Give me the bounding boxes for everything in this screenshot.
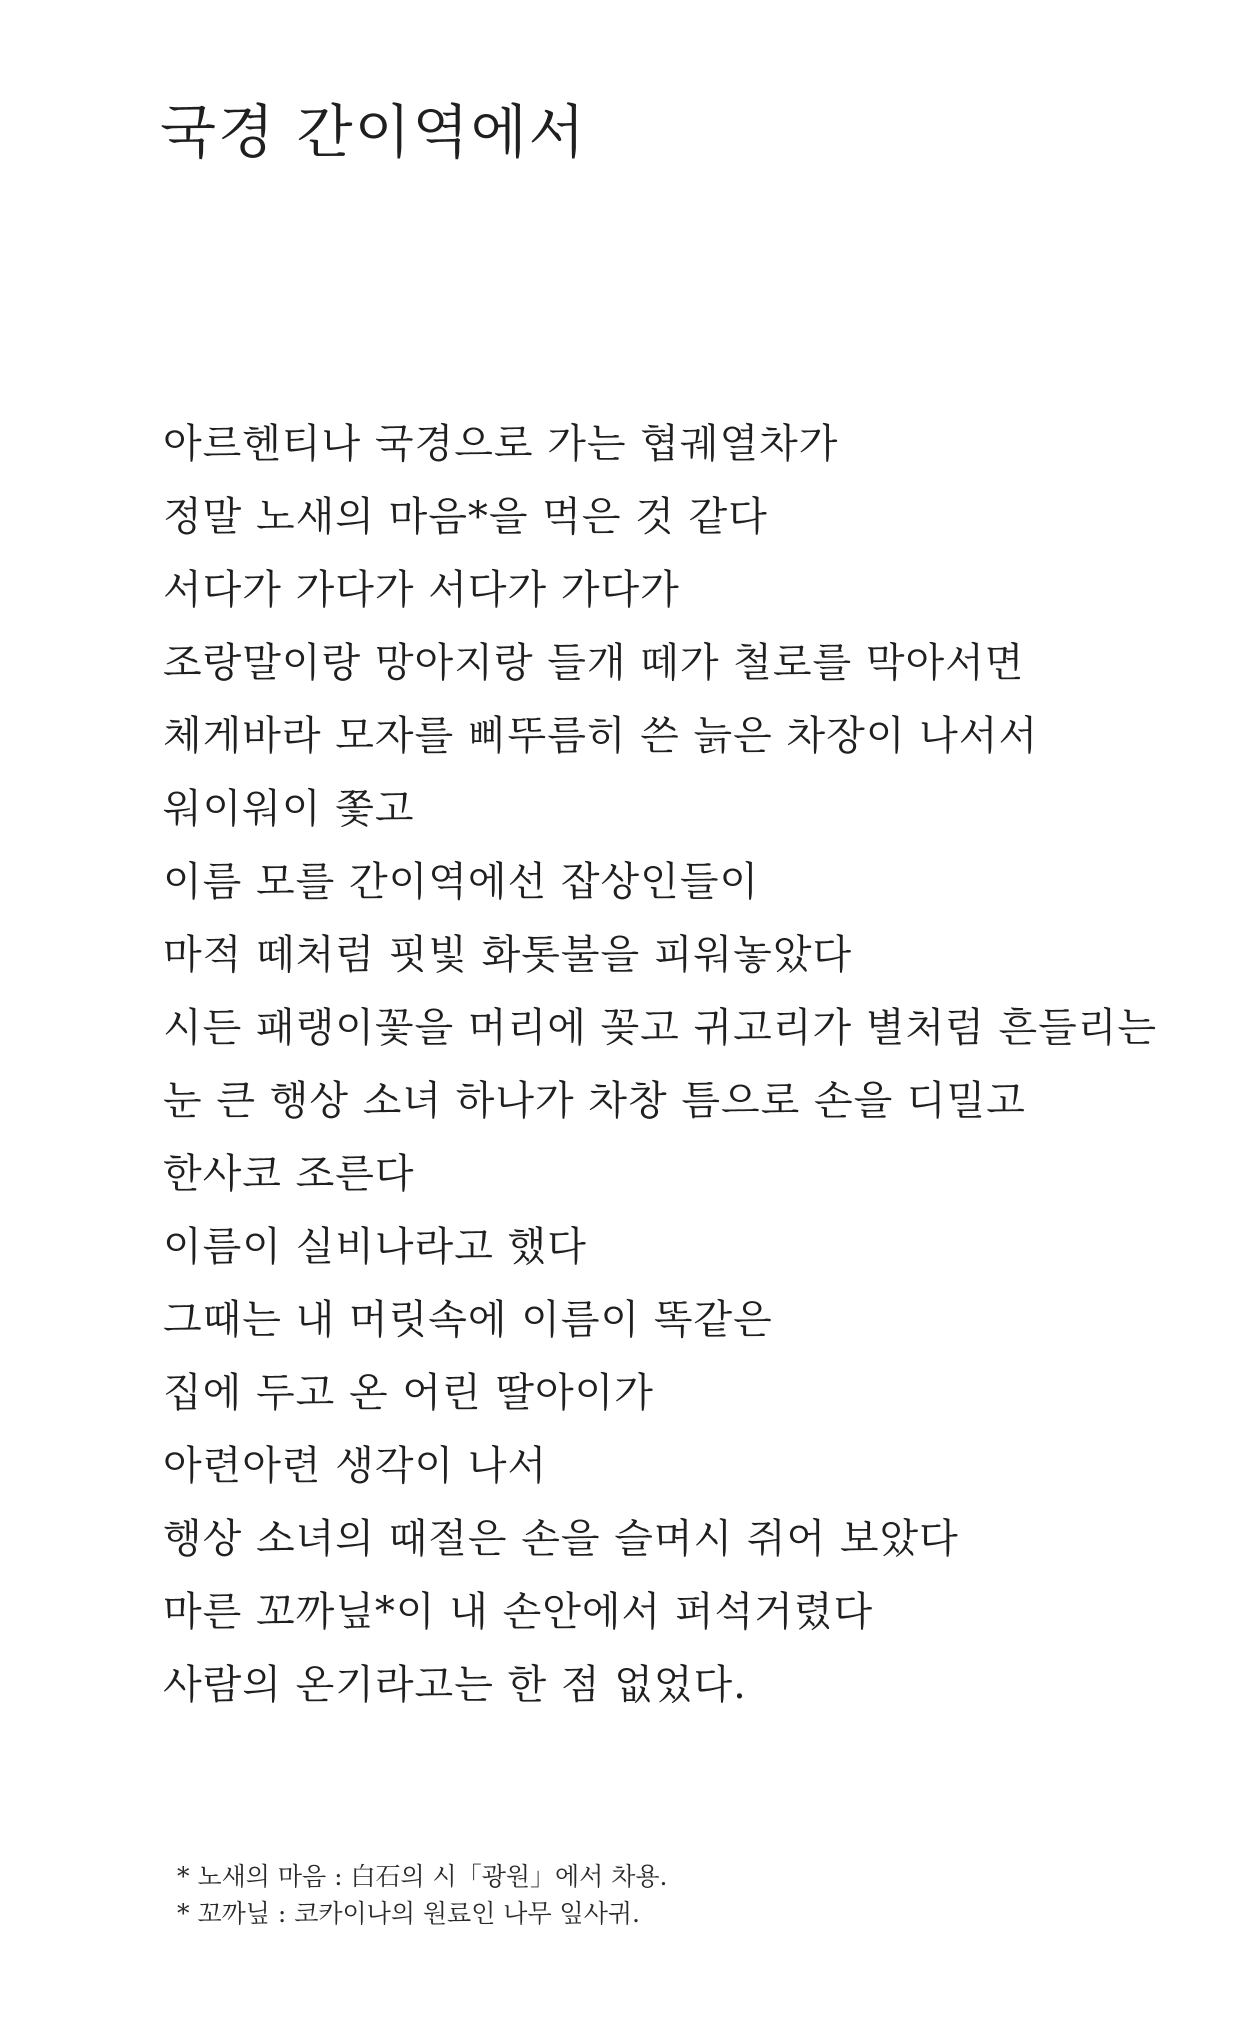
poem-line: 시든 패랭이꽃을 머리에 꽂고 귀고리가 별처럼 흔들리는 (163, 1005, 1158, 1051)
poem-line: 아르헨티나 국경으로 가는 협궤열차가 (163, 421, 839, 467)
poem-line: 체게바라 모자를 삐뚜름히 쓴 늙은 차장이 나서서 (163, 713, 1039, 759)
poem-line: 눈 큰 행상 소녀 하나가 차창 틈으로 손을 디밀고 (163, 1078, 1026, 1124)
poem-line: 그때는 내 머릿속에 이름이 똑같은 (163, 1297, 773, 1343)
poem-line: 한사코 조른다 (163, 1151, 415, 1197)
poem-line: 워이워이 쫓고 (163, 786, 415, 832)
poem-body (163, 408, 1157, 1722)
poem-line: 아련아련 생각이 나서 (163, 1443, 548, 1489)
poem-title: 국경 간이역에서 (160, 98, 587, 166)
poem-line: 조랑말이랑 망아지랑 들개 떼가 철로를 막아서면 (163, 640, 1025, 686)
poem-line: 마적 떼처럼 핏빛 화톳불을 피워놓았다 (163, 932, 853, 978)
poem-line: 마른 꼬까닢*이 내 손안에서 퍼석거렸다 (163, 1589, 874, 1635)
poem-line: 이름이 실비나라고 했다 (163, 1224, 587, 1270)
footnote: * 노새의 마음 : 白石의 시「광원」에서 차용. (177, 1862, 668, 1891)
poem-line: 서다가 가다가 서다가 가다가 (163, 567, 680, 613)
poem-line: 이름 모를 간이역에선 잡상인들이 (163, 859, 760, 905)
footnote: * 꼬까닢 : 코카이나의 원료인 나무 잎사귀. (177, 1899, 640, 1928)
poem-line: 행상 소녀의 때절은 손을 슬며시 쥐어 보았다 (163, 1516, 959, 1562)
footnotes (177, 1858, 668, 1932)
poem-line: 집에 두고 온 어린 딸아이가 (163, 1370, 654, 1416)
poem-line: 사람의 온기라고는 한 점 없었다. (163, 1662, 747, 1708)
poem-line: 정말 노새의 마음*을 먹은 것 같다 (163, 494, 768, 540)
